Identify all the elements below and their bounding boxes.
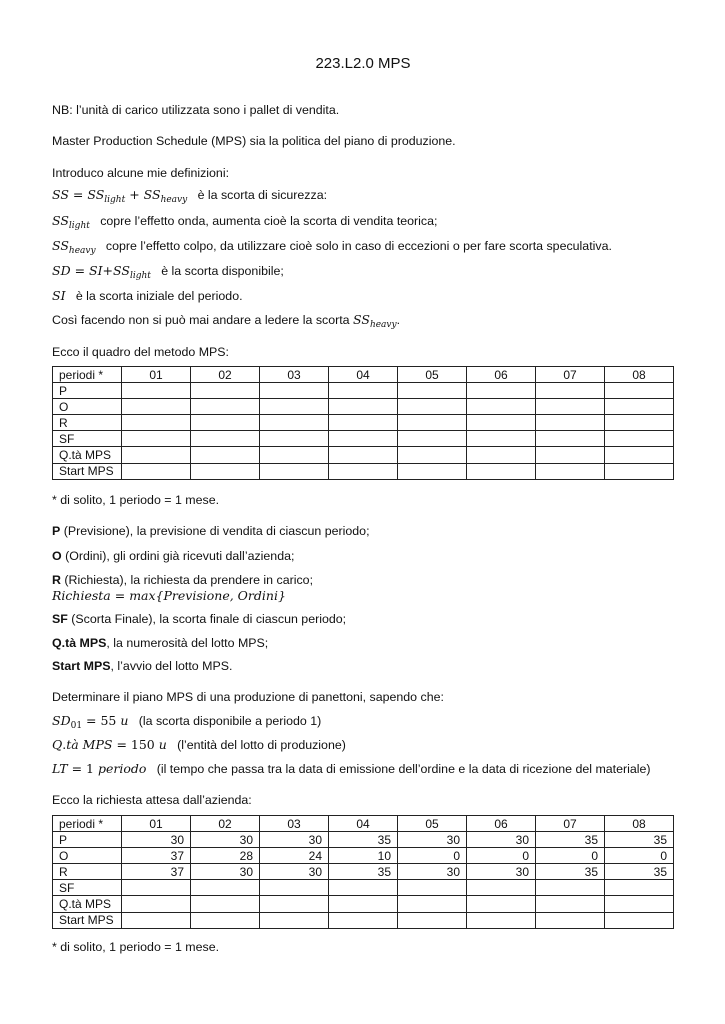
table-row <box>53 848 674 864</box>
value-cell <box>467 912 536 928</box>
legend-qta-label: Q.tà MPS <box>52 636 107 650</box>
value-cell: 0 <box>605 848 674 864</box>
value-cell <box>605 880 674 896</box>
table-row <box>53 864 674 880</box>
ss-light-definition <box>52 213 437 231</box>
mps-definition-paragraph: Master Production Schedule (MPS) sia la politica del piano di produzione. <box>52 134 456 148</box>
value-cell: 37 <box>122 848 191 864</box>
table-row <box>53 880 674 896</box>
sd-definition <box>52 263 284 281</box>
header-cell: 04 <box>329 367 398 383</box>
header-cell: 02 <box>191 816 260 832</box>
header-cell: periodi * <box>53 816 122 832</box>
legend-qta <box>52 636 268 650</box>
row-label: O <box>53 399 122 415</box>
legend-start <box>52 659 232 673</box>
row-label: Start MPS <box>53 463 122 479</box>
legend-p <box>52 524 370 538</box>
problem-intro: Determinare il piano MPS di una produzione di panettoni, sapendo che: <box>52 690 444 704</box>
ss-formula: SS = $SS_{light} + SS_{heavy}$ <box>52 187 188 205</box>
value-cell <box>191 896 260 912</box>
value-cell: 30 <box>191 832 260 848</box>
table-body <box>53 832 674 929</box>
legend-r-text: (Richiesta), la richiesta da prendere in carico; <box>60 573 314 587</box>
value-cell: 0 <box>467 848 536 864</box>
header-cell: 07 <box>536 367 605 383</box>
value-cell: 30 <box>467 864 536 880</box>
problem-qta-note: (l’entità del lotto di produzione) <box>177 738 346 752</box>
header-cell: 08 <box>605 816 674 832</box>
header-cell: 05 <box>398 816 467 832</box>
table-row <box>53 463 674 479</box>
header-cell: 06 <box>467 367 536 383</box>
value-cell: 30 <box>260 864 329 880</box>
row-label: O <box>53 848 122 864</box>
header-cell: 02 <box>191 367 260 383</box>
value-cell: 30 <box>191 864 260 880</box>
page-title: 223.L2.0 MPS <box>315 55 411 72</box>
header-cell: 03 <box>260 367 329 383</box>
table-row <box>53 415 674 431</box>
value-cell <box>260 912 329 928</box>
table1-footnote: * di solito, 1 periodo = 1 mese. <box>52 493 220 507</box>
value-cell: 35 <box>329 864 398 880</box>
value-cell <box>191 880 260 896</box>
definitions-intro: Introduco alcune mie definizioni: <box>52 166 230 180</box>
legend-o-text: (Ordini), gli ordini già ricevuti dall’azienda; <box>61 549 295 563</box>
value-cell: 35 <box>536 864 605 880</box>
row-label: Q.tà MPS <box>53 447 122 463</box>
table2-caption: Ecco la richiesta attesa dall’azienda: <box>52 793 252 807</box>
value-cell <box>329 880 398 896</box>
si-description: è la scorta iniziale del periodo. <box>75 289 243 303</box>
value-cell: 24 <box>260 848 329 864</box>
row-label: R <box>53 415 122 431</box>
value-cell <box>536 912 605 928</box>
header-cell: 01 <box>122 367 191 383</box>
table-row <box>53 447 674 463</box>
nb-paragraph: NB: l’unità di carico utilizzata sono i pallet di vendita. <box>52 103 340 117</box>
table-row <box>53 896 674 912</box>
value-cell <box>260 880 329 896</box>
legend-p-text: (Previsione), la previsione di vendita di ciascun periodo; <box>60 524 370 538</box>
value-cell <box>605 912 674 928</box>
legend-start-text: , l’avvio del lotto MPS. <box>110 659 233 673</box>
table-row <box>53 399 674 415</box>
value-cell <box>260 896 329 912</box>
value-cell: 28 <box>191 848 260 864</box>
richiesta-formula: Richiesta = max{Previsione, Ordini} <box>52 588 286 603</box>
value-cell: 0 <box>536 848 605 864</box>
table-row <box>53 912 674 928</box>
value-cell <box>122 896 191 912</box>
cosi-text: Così facendo non si può mai andare a ledere la scorta <box>52 313 350 327</box>
header-cell: 05 <box>398 367 467 383</box>
table-row <box>53 383 674 399</box>
value-cell <box>329 896 398 912</box>
value-cell: 0 <box>398 848 467 864</box>
value-cell: 10 <box>329 848 398 864</box>
value-cell: 30 <box>398 864 467 880</box>
header-cell: 04 <box>329 816 398 832</box>
row-label: Q.tà MPS <box>53 896 122 912</box>
legend-o <box>52 549 294 563</box>
si-definition <box>52 288 243 303</box>
ss-heavy-symbol-inline: $SS_{heavy}$ <box>353 312 397 330</box>
value-cell: 35 <box>329 832 398 848</box>
row-label: R <box>53 864 122 880</box>
legend-sf <box>52 612 346 626</box>
value-cell <box>122 912 191 928</box>
si-symbol: SI <box>52 288 66 303</box>
value-cell: 35 <box>605 864 674 880</box>
legend-start-label: Start MPS <box>52 659 111 673</box>
mps-data-table <box>52 815 674 929</box>
header-cell: periodi * <box>53 367 122 383</box>
table1-caption: Ecco il quadro del metodo MPS: <box>52 345 230 359</box>
value-cell <box>191 912 260 928</box>
table-header-row <box>53 367 674 383</box>
sd-description: è la scorta disponibile; <box>161 264 284 278</box>
problem-sd: $SD_{01} = 55$ u (la scorta disponibile a periodo 1) <box>52 713 322 731</box>
ss-definition <box>52 187 327 205</box>
table2-footnote: * di solito, 1 periodo = 1 mese. <box>52 940 220 954</box>
value-cell <box>398 880 467 896</box>
value-cell <box>605 896 674 912</box>
header-cell: 06 <box>467 816 536 832</box>
value-cell: 30 <box>398 832 467 848</box>
row-label: Start MPS <box>53 912 122 928</box>
value-cell: 30 <box>122 832 191 848</box>
value-cell: 35 <box>536 832 605 848</box>
legend-sf-text: (Scorta Finale), la scorta finale di ciascun periodo; <box>67 612 347 626</box>
value-cell: 35 <box>605 832 674 848</box>
row-label: SF <box>53 431 122 447</box>
value-cell <box>122 880 191 896</box>
ss-light-description: copre l’effetto onda, aumenta cioè la scorta di vendita teorica; <box>100 214 438 228</box>
value-cell: 30 <box>467 832 536 848</box>
sd-formula: SD = $SI+SS_{light}$ <box>52 263 151 281</box>
value-cell <box>398 912 467 928</box>
table-header-row <box>53 816 674 832</box>
problem-lt-note: (il tempo che passa tra la data di emissione dell’ordine e la data di ricezione del materiale) <box>156 762 651 776</box>
ss-light-symbol: $SS_{light}$ <box>52 213 90 231</box>
legend-sf-label: SF <box>52 612 68 626</box>
value-cell <box>467 880 536 896</box>
value-cell: 37 <box>122 864 191 880</box>
legend-p-label: P <box>52 524 61 538</box>
row-label: P <box>53 383 122 399</box>
value-cell <box>329 912 398 928</box>
mps-template-table <box>52 366 674 480</box>
table-row <box>53 832 674 848</box>
value-cell <box>536 880 605 896</box>
legend-qta-text: , la numerosità del lotto MPS; <box>106 636 269 650</box>
row-label: SF <box>53 880 122 896</box>
legend-o-label: O <box>52 549 62 563</box>
header-cell: 08 <box>605 367 674 383</box>
legend-r <box>52 573 313 587</box>
problem-lt: LT = 1 periodo (il tempo che passa tra la data di emissione dell’ordine e la data di ricezione del materiale) <box>52 761 651 776</box>
ss-heavy-description: copre l’effetto colpo, da utilizzare cioè solo in caso di eccezioni o per fare scorta speculativa. <box>105 239 612 253</box>
header-cell: 07 <box>536 816 605 832</box>
problem-qta: Q.tà MPS = 150 u (l’entità del lotto di produzione) <box>52 737 346 752</box>
value-cell <box>536 896 605 912</box>
table-row <box>53 431 674 447</box>
problem-sd-note: (la scorta disponibile a periodo 1) <box>138 714 322 728</box>
value-cell <box>467 896 536 912</box>
cosi-paragraph: Così facendo non si può mai andare a ledere la scorta $SS_{heavy}$. <box>52 312 401 330</box>
ss-description: è la scorta di sicurezza: <box>197 188 328 202</box>
ss-heavy-symbol: $SS_{heavy}$ <box>52 238 96 256</box>
header-cell: 01 <box>122 816 191 832</box>
value-cell <box>398 896 467 912</box>
value-cell: 30 <box>260 832 329 848</box>
row-label: P <box>53 832 122 848</box>
legend-r-label: R <box>52 573 61 587</box>
ss-heavy-definition <box>52 238 612 256</box>
header-cell: 03 <box>260 816 329 832</box>
